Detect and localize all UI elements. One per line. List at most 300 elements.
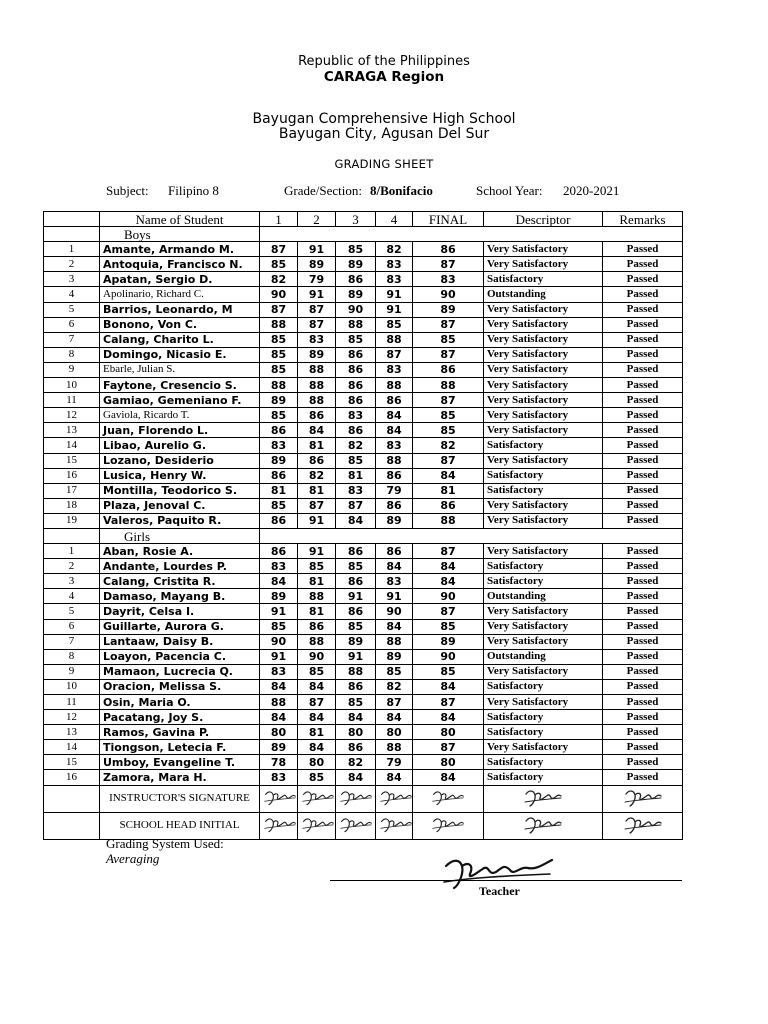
student-row <box>44 574 683 589</box>
student-row <box>44 438 683 453</box>
descriptor: Very Satisfactory <box>484 498 603 513</box>
grade-q2: 79 <box>298 272 336 287</box>
grading-table <box>43 211 683 840</box>
student-row <box>44 589 683 604</box>
grade-q2: 84 <box>298 710 336 725</box>
grade-q1: 82 <box>260 272 298 287</box>
student-name: Tiongson, Letecia F. <box>100 740 260 755</box>
grade-q3: 83 <box>336 483 376 498</box>
student-name: Antoquia, Francisco N. <box>100 257 260 272</box>
grade-q4: 86 <box>376 498 413 513</box>
remarks: Passed <box>603 498 683 513</box>
student-name: Domingo, Nicasio E. <box>100 347 260 362</box>
descriptor: Very Satisfactory <box>484 332 603 347</box>
student-name: Amante, Armando M. <box>100 242 260 257</box>
remarks: Passed <box>603 634 683 649</box>
grade-q1: 85 <box>260 347 298 362</box>
grade-q1: 84 <box>260 710 298 725</box>
grade-q2: 80 <box>298 755 336 770</box>
grade-q2: 91 <box>298 513 336 528</box>
grade-q2: 81 <box>298 725 336 740</box>
grade-q2: 85 <box>298 664 336 679</box>
teacher-label: Teacher <box>479 884 520 898</box>
remarks: Passed <box>603 257 683 272</box>
grade-q2: 81 <box>298 604 336 619</box>
descriptor: Very Satisfactory <box>484 393 603 408</box>
student-number: 5 <box>44 604 100 619</box>
grade-final: 85 <box>413 664 484 679</box>
grade-q4: 85 <box>376 317 413 332</box>
signature-mark <box>484 812 603 839</box>
signature-mark <box>336 785 376 812</box>
grade-q1: 85 <box>260 408 298 423</box>
student-row <box>44 695 683 710</box>
grade-q1: 85 <box>260 498 298 513</box>
grade-q1: 83 <box>260 664 298 679</box>
subject-label: Subject: <box>106 183 149 198</box>
grade-q4: 84 <box>376 423 413 438</box>
grade-final: 88 <box>413 378 484 393</box>
grade-section-label: Grade/Section: <box>284 183 362 198</box>
grade-q1: 85 <box>260 332 298 347</box>
grade-final: 87 <box>413 544 484 559</box>
grading-system-value: Averaging <box>106 851 160 866</box>
remarks: Passed <box>603 408 683 423</box>
school-name: Bayugan Comprehensive High School <box>252 111 516 127</box>
remarks: Passed <box>603 332 683 347</box>
student-number: 3 <box>44 574 100 589</box>
grade-q2: 87 <box>298 498 336 513</box>
grade-q2: 81 <box>298 483 336 498</box>
school-year-value: 2020-2021 <box>563 183 620 198</box>
grade-final: 84 <box>413 574 484 589</box>
student-row <box>44 710 683 725</box>
grade-q2: 84 <box>298 740 336 755</box>
signature-mark <box>298 812 336 839</box>
student-number: 7 <box>44 332 100 347</box>
grade-q4: 88 <box>376 378 413 393</box>
grade-final: 89 <box>413 634 484 649</box>
grade-final: 84 <box>413 679 484 694</box>
grade-q1: 84 <box>260 679 298 694</box>
grade-q3: 86 <box>336 740 376 755</box>
grade-final: 87 <box>413 317 484 332</box>
student-row <box>44 755 683 770</box>
student-number: 14 <box>44 740 100 755</box>
student-row <box>44 287 683 302</box>
grade-q3: 88 <box>336 664 376 679</box>
student-number: 16 <box>44 770 100 785</box>
descriptor: Satisfactory <box>484 725 603 740</box>
grade-q3: 81 <box>336 468 376 483</box>
student-number: 15 <box>44 755 100 770</box>
descriptor: Very Satisfactory <box>484 604 603 619</box>
grade-q4: 84 <box>376 770 413 785</box>
sheet-title: GRADING SHEET <box>334 157 434 171</box>
student-number: 11 <box>44 393 100 408</box>
school-head-initial-row <box>44 812 683 839</box>
student-name: Apolinario, Richard C. <box>100 287 260 302</box>
grade-q1: 90 <box>260 287 298 302</box>
grade-final: 86 <box>413 498 484 513</box>
descriptor: Very Satisfactory <box>484 634 603 649</box>
grade-q3: 86 <box>336 393 376 408</box>
student-row <box>44 347 683 362</box>
grade-q2: 84 <box>298 679 336 694</box>
descriptor: Very Satisfactory <box>484 362 603 377</box>
student-number: 12 <box>44 408 100 423</box>
grade-q4: 84 <box>376 408 413 423</box>
student-name: Bonono, Von C. <box>100 317 260 332</box>
grade-final: 85 <box>413 408 484 423</box>
student-name: Ebarle, Julian S. <box>100 362 260 377</box>
grade-q1: 86 <box>260 544 298 559</box>
grade-q3: 84 <box>336 710 376 725</box>
student-number: 16 <box>44 468 100 483</box>
student-name: Ramos, Gavina P. <box>100 725 260 740</box>
signature-mark <box>260 812 298 839</box>
section-label: Girls <box>100 528 260 543</box>
student-name: Calang, Cristita R. <box>100 574 260 589</box>
grade-q1: 85 <box>260 619 298 634</box>
signature-mark <box>336 812 376 839</box>
remarks: Passed <box>603 438 683 453</box>
grade-final: 89 <box>413 302 484 317</box>
table-header-row <box>44 212 683 227</box>
header-cell-final: FINAL <box>413 212 484 227</box>
grade-q3: 85 <box>336 619 376 634</box>
student-row <box>44 498 683 513</box>
student-number: 8 <box>44 649 100 664</box>
descriptor: Satisfactory <box>484 770 603 785</box>
grade-final: 88 <box>413 513 484 528</box>
student-row <box>44 483 683 498</box>
grade-final: 81 <box>413 483 484 498</box>
student-name: Gaviola, Ricardo T. <box>100 408 260 423</box>
student-number: 7 <box>44 634 100 649</box>
grade-final: 87 <box>413 257 484 272</box>
signature-blank-cell <box>44 785 100 812</box>
grade-q4: 83 <box>376 574 413 589</box>
grade-q1: 78 <box>260 755 298 770</box>
grade-final: 80 <box>413 755 484 770</box>
grade-q3: 86 <box>336 272 376 287</box>
grade-q1: 83 <box>260 559 298 574</box>
grade-q3: 91 <box>336 589 376 604</box>
student-number: 12 <box>44 710 100 725</box>
grade-final: 90 <box>413 287 484 302</box>
descriptor: Very Satisfactory <box>484 378 603 393</box>
descriptor: Very Satisfactory <box>484 302 603 317</box>
grade-q3: 80 <box>336 725 376 740</box>
descriptor: Satisfactory <box>484 272 603 287</box>
student-row <box>44 634 683 649</box>
grade-q4: 79 <box>376 483 413 498</box>
school-year-label: School Year: <box>476 183 543 198</box>
descriptor: Outstanding <box>484 589 603 604</box>
student-number: 1 <box>44 242 100 257</box>
signature-blank-cell <box>44 812 100 839</box>
grade-q2: 87 <box>298 302 336 317</box>
student-row <box>44 559 683 574</box>
grade-q2: 86 <box>298 453 336 468</box>
grade-q4: 89 <box>376 649 413 664</box>
grade-q3: 89 <box>336 257 376 272</box>
grade-q4: 82 <box>376 679 413 694</box>
descriptor: Satisfactory <box>484 574 603 589</box>
student-name: Osin, Maria O. <box>100 695 260 710</box>
grade-q1: 81 <box>260 483 298 498</box>
grade-final: 87 <box>413 347 484 362</box>
descriptor: Outstanding <box>484 287 603 302</box>
grade-q3: 91 <box>336 649 376 664</box>
signature-mark <box>603 785 683 812</box>
grade-q1: 86 <box>260 513 298 528</box>
student-number: 17 <box>44 483 100 498</box>
student-number: 8 <box>44 347 100 362</box>
grade-q2: 81 <box>298 574 336 589</box>
grade-q4: 89 <box>376 513 413 528</box>
student-row <box>44 468 683 483</box>
grade-q1: 90 <box>260 634 298 649</box>
descriptor: Satisfactory <box>484 483 603 498</box>
student-number: 18 <box>44 498 100 513</box>
signature-row-label: SCHOOL HEAD INITIAL <box>100 812 260 839</box>
grade-q3: 86 <box>336 574 376 589</box>
grade-q4: 91 <box>376 287 413 302</box>
grade-q4: 83 <box>376 272 413 287</box>
grade-q3: 86 <box>336 347 376 362</box>
grade-q2: 85 <box>298 559 336 574</box>
signature-mark <box>603 812 683 839</box>
descriptor: Very Satisfactory <box>484 408 603 423</box>
grade-q4: 86 <box>376 544 413 559</box>
descriptor: Very Satisfactory <box>484 664 603 679</box>
grade-q4: 80 <box>376 725 413 740</box>
grade-q2: 85 <box>298 770 336 785</box>
grade-q2: 88 <box>298 589 336 604</box>
student-name: Zamora, Mara H. <box>100 770 260 785</box>
grade-q2: 91 <box>298 544 336 559</box>
grade-q2: 88 <box>298 378 336 393</box>
descriptor: Very Satisfactory <box>484 347 603 362</box>
student-row <box>44 272 683 287</box>
student-name: Loayon, Pacencia C. <box>100 649 260 664</box>
student-number: 10 <box>44 378 100 393</box>
grade-q3: 86 <box>336 378 376 393</box>
grade-q1: 89 <box>260 393 298 408</box>
grading-system-label: Grading System Used: <box>106 836 224 851</box>
student-name: Apatan, Sergio D. <box>100 272 260 287</box>
grade-final: 86 <box>413 362 484 377</box>
grade-q1: 85 <box>260 362 298 377</box>
grade-final: 87 <box>413 740 484 755</box>
grade-q1: 91 <box>260 604 298 619</box>
grade-q1: 87 <box>260 302 298 317</box>
remarks: Passed <box>603 649 683 664</box>
grade-q3: 82 <box>336 438 376 453</box>
grade-q1: 83 <box>260 770 298 785</box>
grade-q1: 83 <box>260 438 298 453</box>
grade-q1: 87 <box>260 242 298 257</box>
grade-q1: 91 <box>260 649 298 664</box>
boys-section-row <box>44 227 683 242</box>
grade-q2: 86 <box>298 408 336 423</box>
grade-q3: 84 <box>336 513 376 528</box>
descriptor: Satisfactory <box>484 559 603 574</box>
grade-q4: 88 <box>376 634 413 649</box>
header-cell-name: Name of Student <box>100 212 260 227</box>
section-blank-cell <box>44 528 100 543</box>
student-row <box>44 649 683 664</box>
grade-q4: 88 <box>376 332 413 347</box>
grade-q2: 91 <box>298 242 336 257</box>
remarks: Passed <box>603 619 683 634</box>
remarks: Passed <box>603 317 683 332</box>
signature-mark <box>413 812 484 839</box>
subject-value: Filipino 8 <box>168 183 219 198</box>
header-cell-no <box>44 212 100 227</box>
signature-mark <box>484 785 603 812</box>
remarks: Passed <box>603 513 683 528</box>
descriptor: Very Satisfactory <box>484 317 603 332</box>
grade-final: 87 <box>413 604 484 619</box>
grade-q4: 86 <box>376 393 413 408</box>
grade-q2: 91 <box>298 287 336 302</box>
student-number: 4 <box>44 589 100 604</box>
section-empty-cell <box>260 528 683 543</box>
grade-q3: 86 <box>336 679 376 694</box>
student-name: Gamiao, Gemeniano F. <box>100 393 260 408</box>
grade-final: 80 <box>413 725 484 740</box>
student-number: 19 <box>44 513 100 528</box>
student-row <box>44 604 683 619</box>
grade-q2: 84 <box>298 423 336 438</box>
descriptor: Very Satisfactory <box>484 740 603 755</box>
school-address: Bayugan City, Agusan Del Sur <box>278 126 490 142</box>
remarks: Passed <box>603 242 683 257</box>
remarks: Passed <box>603 695 683 710</box>
grade-q2: 81 <box>298 438 336 453</box>
remarks: Passed <box>603 468 683 483</box>
remarks: Passed <box>603 725 683 740</box>
student-name: Andante, Lourdes P. <box>100 559 260 574</box>
student-name: Faytone, Cresencio S. <box>100 378 260 393</box>
student-name: Calang, Charito L. <box>100 332 260 347</box>
teacher-signature-line <box>330 880 682 881</box>
student-name: Umboy, Evangeline T. <box>100 755 260 770</box>
student-name: Libao, Aurelio G. <box>100 438 260 453</box>
remarks: Passed <box>603 604 683 619</box>
student-number: 6 <box>44 317 100 332</box>
remarks: Passed <box>603 770 683 785</box>
descriptor: Very Satisfactory <box>484 257 603 272</box>
grade-final: 84 <box>413 710 484 725</box>
student-row <box>44 408 683 423</box>
remarks: Passed <box>603 423 683 438</box>
student-number: 4 <box>44 287 100 302</box>
student-name: Aban, Rosie A. <box>100 544 260 559</box>
grade-q1: 89 <box>260 740 298 755</box>
grade-q3: 88 <box>336 317 376 332</box>
descriptor: Very Satisfactory <box>484 619 603 634</box>
remarks: Passed <box>603 710 683 725</box>
grade-q1: 80 <box>260 725 298 740</box>
student-row <box>44 317 683 332</box>
remarks: Passed <box>603 483 683 498</box>
student-number: 6 <box>44 619 100 634</box>
student-number: 10 <box>44 679 100 694</box>
grade-final: 83 <box>413 272 484 287</box>
student-row <box>44 423 683 438</box>
grade-q3: 85 <box>336 332 376 347</box>
student-row <box>44 378 683 393</box>
grade-q3: 86 <box>336 544 376 559</box>
grade-q2: 87 <box>298 695 336 710</box>
grade-q2: 88 <box>298 634 336 649</box>
grade-q4: 83 <box>376 257 413 272</box>
student-number: 1 <box>44 544 100 559</box>
grade-q1: 88 <box>260 695 298 710</box>
grade-q3: 85 <box>336 242 376 257</box>
grade-q4: 79 <box>376 755 413 770</box>
grade-q2: 86 <box>298 619 336 634</box>
grade-final: 82 <box>413 438 484 453</box>
student-number: 13 <box>44 423 100 438</box>
descriptor: Very Satisfactory <box>484 423 603 438</box>
grade-q3: 84 <box>336 770 376 785</box>
grade-q1: 86 <box>260 423 298 438</box>
grade-q4: 91 <box>376 589 413 604</box>
grade-q4: 85 <box>376 664 413 679</box>
remarks: Passed <box>603 347 683 362</box>
student-row <box>44 664 683 679</box>
grade-q3: 82 <box>336 755 376 770</box>
grade-q4: 90 <box>376 604 413 619</box>
student-row <box>44 393 683 408</box>
remarks: Passed <box>603 589 683 604</box>
signature-mark <box>413 785 484 812</box>
grade-final: 86 <box>413 242 484 257</box>
grade-q2: 88 <box>298 362 336 377</box>
grade-q3: 86 <box>336 604 376 619</box>
grade-final: 87 <box>413 695 484 710</box>
signature-mark <box>376 812 413 839</box>
descriptor: Very Satisfactory <box>484 453 603 468</box>
header-cell-q2: 2 <box>298 212 336 227</box>
descriptor: Very Satisfactory <box>484 695 603 710</box>
header-cell-remarks: Remarks <box>603 212 683 227</box>
descriptor: Very Satisfactory <box>484 513 603 528</box>
grade-q4: 86 <box>376 468 413 483</box>
grade-q2: 89 <box>298 257 336 272</box>
header-cell-q4: 4 <box>376 212 413 227</box>
grade-q4: 91 <box>376 302 413 317</box>
grade-final: 87 <box>413 453 484 468</box>
grade-q4: 87 <box>376 347 413 362</box>
signature-row-label: INSTRUCTOR'S SIGNATURE <box>100 785 260 812</box>
student-name: Barrios, Leonardo, M <box>100 302 260 317</box>
student-name: Mamaon, Lucrecia Q. <box>100 664 260 679</box>
student-number: 9 <box>44 362 100 377</box>
student-number: 2 <box>44 257 100 272</box>
grade-q1: 88 <box>260 378 298 393</box>
student-row <box>44 725 683 740</box>
grade-q1: 85 <box>260 257 298 272</box>
student-row <box>44 453 683 468</box>
grade-q3: 87 <box>336 498 376 513</box>
descriptor: Satisfactory <box>484 468 603 483</box>
